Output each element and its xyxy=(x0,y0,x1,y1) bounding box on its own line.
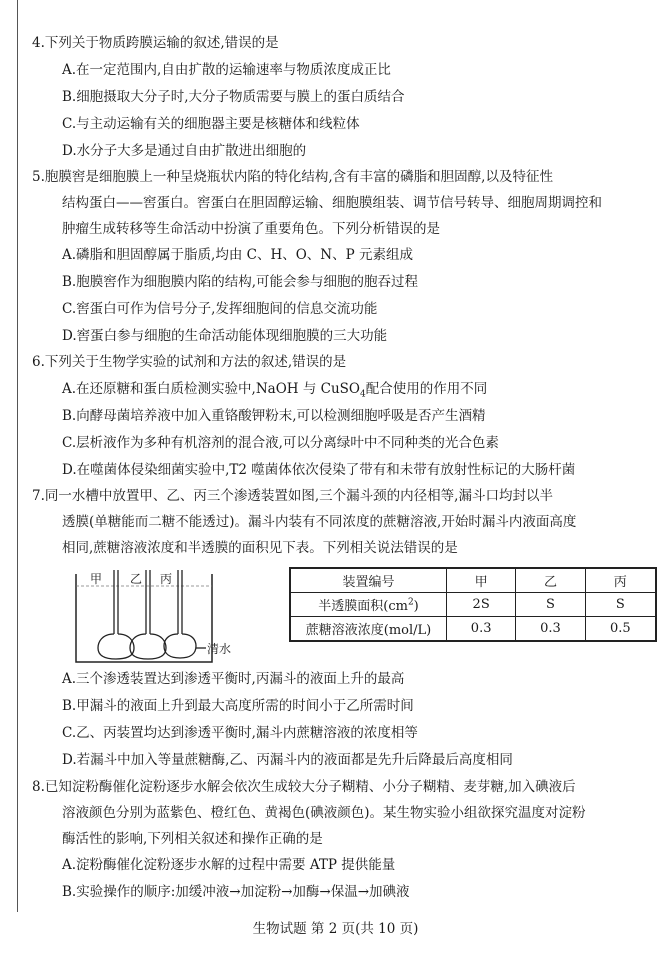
question-4-stem: 4.下列关于物质跨膜运输的叙述,错误的是 xyxy=(32,35,279,51)
question-7-option-c: C.乙、丙装置均达到渗透平衡时,漏斗内蔗糖溶液的浓度相等 xyxy=(62,725,418,741)
question-4-option-d: D.水分子大多是通过自由扩散进出细胞的 xyxy=(62,143,307,159)
question-8-stem-line-3: 酶活性的影响,下列相关叙述和操作正确的是 xyxy=(62,831,323,847)
table-header-bing: 丙 xyxy=(585,568,656,593)
figure-label-water: 清水 xyxy=(207,642,232,656)
question-7-option-a: A.三个渗透装置达到渗透平衡时,丙漏斗的液面上升的最高 xyxy=(62,671,405,687)
question-7-stem-line-1: 7.同一水槽中放置甲、乙、丙三个渗透装置如图,三个漏斗颈的内径相等,漏斗口均封以半 xyxy=(32,488,553,504)
figure-label-jia: 甲 xyxy=(90,572,103,586)
question-8-stem-line-2: 溶液颜色分别为蓝紫色、橙红色、黄褐色(碘液颜色)。某生物实验小组欲探究温度对淀粉 xyxy=(62,805,586,821)
question-7-stem-line-2: 透膜(单糖能而二糖不能透过)。漏斗内装有不同浓度的蔗糖溶液,开始时漏斗内液面高度 xyxy=(62,514,577,530)
question-5-option-b: B.胞膜窖作为细胞膜内陷的结构,可能会参与细胞的胞吞过程 xyxy=(62,274,419,290)
binding-margin-line xyxy=(17,0,18,912)
table-cell: S xyxy=(585,593,656,617)
question-5-option-a: A.磷脂和胆固醇属于脂质,均由 C、H、O、N、P 元素组成 xyxy=(62,247,413,263)
question-8-option-a: A.淀粉酶催化淀粉逐步水解的过程中需要 ATP 提供能量 xyxy=(62,857,396,873)
table-header-jia: 甲 xyxy=(447,568,516,593)
table-label-concentration: 蔗糖溶液浓度(mol/L) xyxy=(290,617,447,642)
page-footer: 生物试题 第 2 页(共 10 页) xyxy=(252,921,419,937)
table-label-area: 半透膜面积$(cm^2)$ xyxy=(290,593,447,617)
osmosis-apparatus-figure xyxy=(72,566,247,666)
question-7-option-d: D.若漏斗中加入等量蔗糖酶,乙、丙漏斗内的液面都是先升后降最后高度相同 xyxy=(62,752,513,768)
table-header-device: 装置编号 xyxy=(290,568,447,593)
table-cell: 0.3 xyxy=(516,617,585,642)
question-5-stem-line-1: 5.胞膜窖是细胞膜上一种呈烧瓶状内陷的特化结构,含有丰富的磷脂和胆固醇,以及特征性 xyxy=(32,169,553,185)
table-cell: 0.5 xyxy=(585,617,656,642)
question-6-option-a: A.在还原糖和蛋白质检测实验中,NaOH 与 CuSO$_4$配合使用的作用不同 xyxy=(62,381,488,400)
table-cell: S xyxy=(516,593,585,617)
question-6-option-d: D.在噬菌体侵染细菌实验中,T2 噬菌体依次侵染了带有和未带有放射性标记的大肠杆菌 xyxy=(62,462,576,478)
table-row xyxy=(290,617,656,642)
question-5-stem-line-2: 结构蛋白——窖蛋白。窖蛋白在胆固醇运输、细胞膜组装、调节信号转导、细胞周期调控和 xyxy=(62,195,602,211)
table-cell: 0.3 xyxy=(447,617,516,642)
question-4-option-a: A.在一定范围内,自由扩散的运输速率与物质浓度成正比 xyxy=(62,62,391,78)
question-8-option-b: B.实验操作的顺序:加缓冲液→加淀粉→加酶→保温→加碘液 xyxy=(62,884,410,900)
osmosis-data-table xyxy=(289,567,657,642)
table-row xyxy=(290,568,656,593)
question-5-option-d: D.窖蛋白参与细胞的生命活动能体现细胞膜的三大功能 xyxy=(62,328,388,344)
figure-label-bing: 丙 xyxy=(160,572,173,586)
question-7-option-b: B.甲漏斗的液面上升到最大高度所需的时间小于乙所需时间 xyxy=(62,698,414,714)
question-4-option-b: B.细胞摄取大分子时,大分子物质需要与膜上的蛋白质结合 xyxy=(62,89,405,105)
figure-label-yi: 乙 xyxy=(130,572,143,586)
question-6-option-c: C.层析液作为多种有机溶剂的混合液,可以分离绿叶中不同种类的光合色素 xyxy=(62,435,499,451)
question-7-stem-line-3: 相同,蔗糖溶液浓度和半透膜的面积见下表。下列相关说法错误的是 xyxy=(62,540,458,556)
question-5-stem-line-3: 肿瘤生成转移等生命活动中扮演了重要角色。下列分析错误的是 xyxy=(62,221,440,237)
table-row xyxy=(290,593,656,617)
table-header-yi: 乙 xyxy=(516,568,585,593)
question-4-option-c: C.与主动运输有关的细胞器主要是核糖体和线粒体 xyxy=(62,116,360,132)
table-cell: 2S xyxy=(447,593,516,617)
question-6-option-b: B.向酵母菌培养液中加入重铬酸钾粉末,可以检测细胞呼吸是否产生酒精 xyxy=(62,408,486,424)
question-5-option-c: C.窖蛋白可作为信号分子,发挥细胞间的信息交流功能 xyxy=(62,301,378,317)
question-8-stem-line-1: 8.已知淀粉酶催化淀粉逐步水解会依次生成较大分子糊精、小分子糊精、麦芽糖,加入碘液后 xyxy=(32,779,576,795)
question-6-stem: 6.下列关于生物学实验的试剂和方法的叙述,错误的是 xyxy=(32,354,347,370)
